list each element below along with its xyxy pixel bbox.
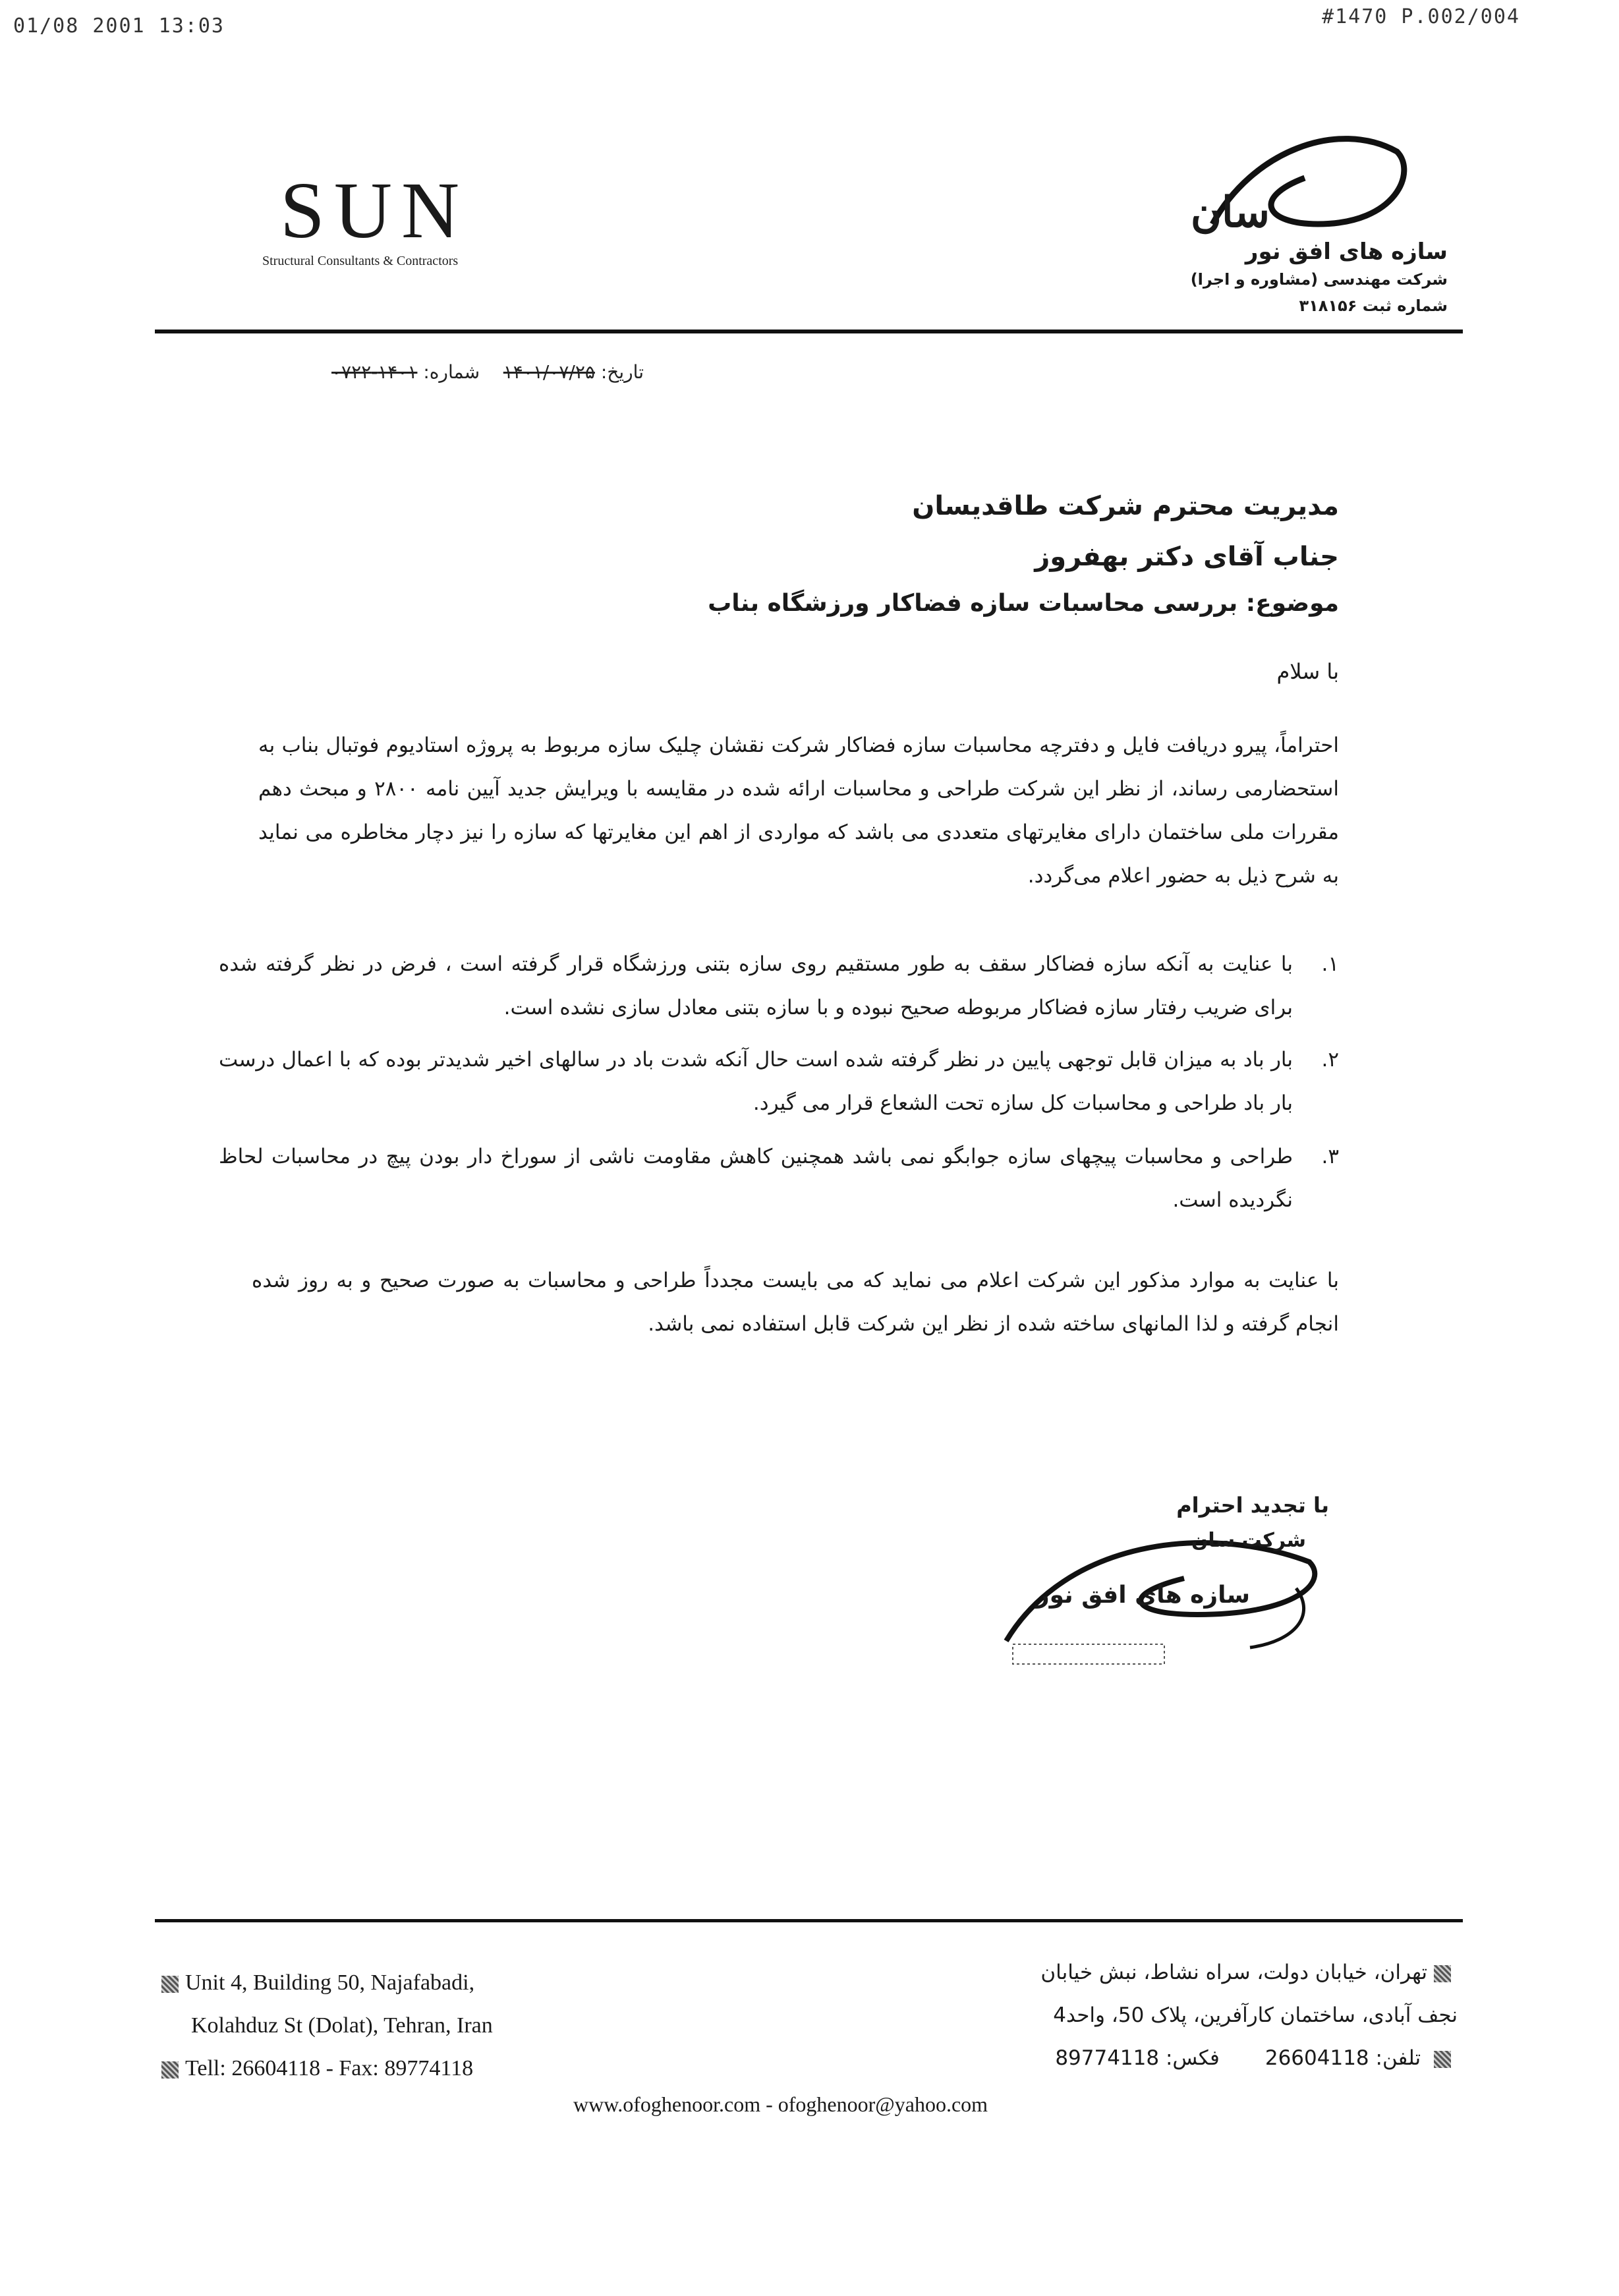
footer-fa-address-2: نجف آبادی، ساختمان کارآفرین، پلاک 50، واحد4	[1053, 2003, 1458, 2027]
building-icon	[161, 1976, 179, 1993]
fa-phone-label: تلفن:	[1375, 2046, 1421, 2070]
list-item	[219, 1038, 1339, 1125]
list-item-text: طراحی و محاسبات پیچهای سازه جوابگو نمی باشد همچنین کاهش مقاومت ناشی از سوراخ دار بودن پیچ در محاسبات لحاظ نگردیده است.	[219, 1145, 1293, 1212]
greeting: با سلام	[1276, 659, 1339, 684]
list-item-number: ۱.	[1321, 952, 1339, 976]
company-tagline: Structural Consultants & Contractors	[262, 254, 459, 268]
list-item	[219, 942, 1339, 1029]
closing-line: با تجدید احترام	[1176, 1493, 1329, 1518]
phone-icon	[161, 2061, 179, 2079]
header-rule	[155, 330, 1463, 333]
body-paragraph-2: با عنایت به موارد مذکور این شرکت اعلام می نماید که می بایست مجدداً طراحی و محاسبات به صورت صحیح و به روز شده انجام گرفته و لذا المانهای ساخته شده از نظر این شرکت قابل استفاده نمی باشد.	[252, 1269, 1339, 1336]
fa-phone-value: 26604118	[1264, 2046, 1369, 2070]
footer-fa-phone	[865, 2046, 1458, 2070]
subject-line: موضوع: بررسی محاسبات سازه فضاکار ورزشگاه بناب	[708, 590, 1339, 617]
date-label: تاریخ:	[600, 361, 644, 383]
fax-page-info: #1470 P.002/004	[1322, 5, 1520, 28]
date-value: ۱۴۰۱/۰۷/۲۵	[503, 361, 595, 383]
footer-web: www.ofoghenoor.com - ofoghenoor@yahoo.com	[573, 2092, 988, 2116]
footer-en-address-2: Kolahduz St (Dolat), Tehran, Iran	[191, 2013, 493, 2038]
footer-rule	[155, 1919, 1463, 1922]
footer-en-phone: Tell: 26604118 - Fax: 89774118	[155, 2056, 473, 2081]
list-item-number: ۲.	[1321, 1048, 1339, 1072]
building-icon	[1434, 1965, 1451, 1982]
fa-fax-value: 89774118	[1055, 2046, 1160, 2070]
list-item	[219, 1135, 1339, 1222]
phone-icon	[1434, 2051, 1451, 2068]
list-item-text: با عنایت به آنکه سازه فضاکار سقف به طور مستقیم روی سازه بتنی ورزشگاه قرار گرفته است ، فرض در نظر گرفته شده برای ضریب رفتار سازه فضاکار مربوطه صحیح نبوده و با سازه بتنی معادل سازی نشده است.	[219, 952, 1293, 1019]
reference-line	[143, 361, 644, 383]
footer-en-address-1: Unit 4, Building 50, Najafabadi,	[155, 1970, 474, 1995]
number-label: شماره:	[423, 361, 480, 383]
body-paragraph-1: احتراماً، پیرو دریافت فایل و دفترچه محاسبات سازه فضاکار شرکت نقشان چلیک سازه مربوط به پروژه استادیوم فوتبال بناب به استحضارمی رساند، از نظر این شرکت طراحی و محاسبات ارائه شده در مقایسه با ویرایش جدید آیین نامه ۲۸۰۰ و مبحث دهم مقررات ملی ساختمان دارای مغایرتهای متعددی می باشد که مواردی از اهم این مغایرتها که سازه را نیز دچار مخاطره می نماید به شرح ذیل به حضور اعلام می‌گردد.	[258, 733, 1339, 888]
sun-logo: SUN	[280, 166, 469, 255]
addressee-line-2: جناب آقای دکتر بهفروز	[1035, 542, 1339, 572]
fa-company-type: شرکت مهندسی (مشاوره و اجرا)	[1190, 270, 1448, 289]
list-item-text: بار باد به میزان قابل توجهی پایین در نظر گرفته شده است حال آنکه شدت باد در سالهای اخیر شدیدتر بوده که با اعمال درست بار باد طراحی و محاسبات کل سازه تحت الشعاع قرار می گیرد.	[219, 1048, 1293, 1115]
fax-datetime: 01/08 2001 13:03	[13, 14, 225, 38]
footer-fa-address-1: تهران، خیابان دولت، سراه نشاط، نبش خیابان	[865, 1961, 1458, 1984]
stamp-line-2: سازه های افق نور	[1035, 1582, 1250, 1609]
fa-company-name: سازه های افق نور	[1245, 239, 1448, 265]
stamp-line-1: شرکت سان	[1191, 1529, 1306, 1552]
fa-logo-name: سان	[1190, 188, 1270, 237]
list-item-number: ۳.	[1321, 1145, 1339, 1168]
fa-registration: شماره ثبت ۳۱۸۱۵۶	[1299, 297, 1448, 315]
addressee-line-1: مدیریت محترم شرکت طاقدیسان	[912, 491, 1339, 521]
fa-fax-label: فکس:	[1165, 2046, 1220, 2070]
number-value: ۱۴۰۱-۰۷۲۲	[331, 361, 418, 383]
